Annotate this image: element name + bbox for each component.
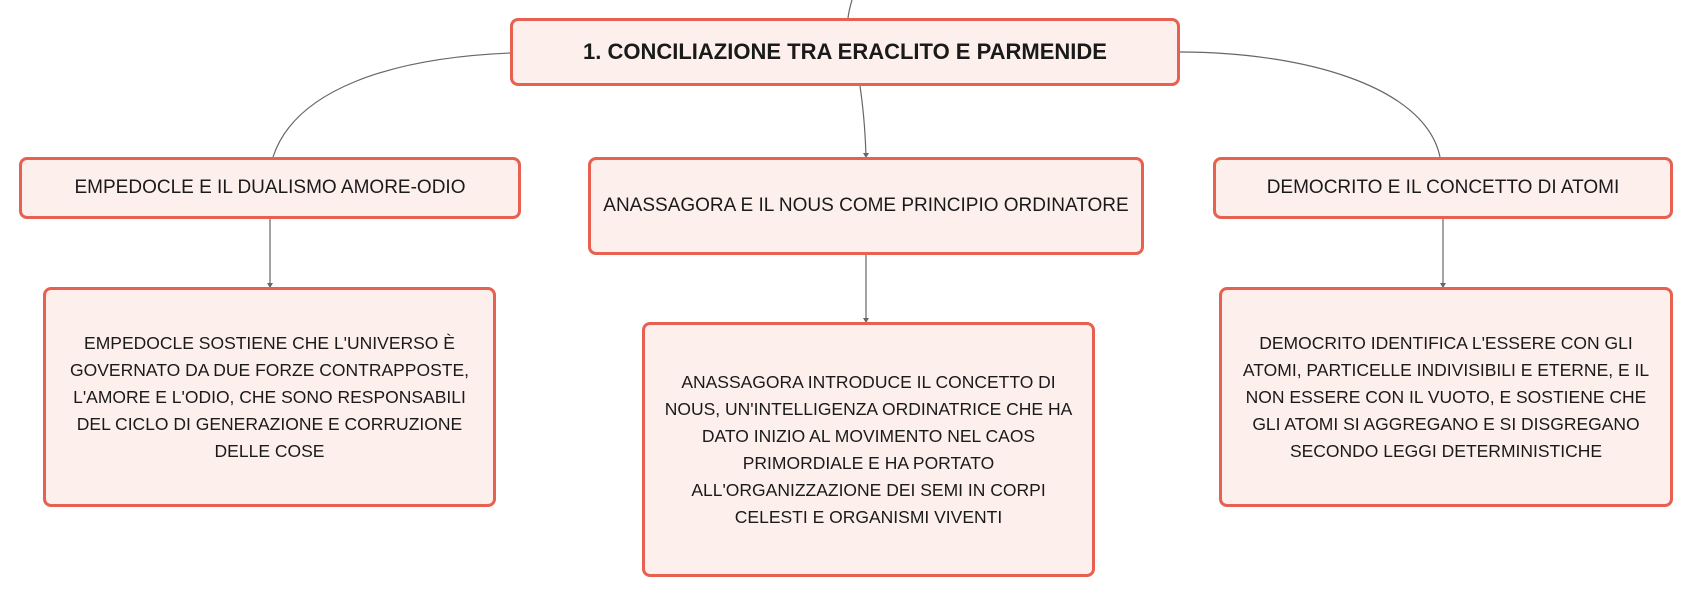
topic-node-democrito[interactable] — [1213, 157, 1673, 219]
detail-text-democrito: DEMOCRITO IDENTIFICA L'ESSERE CON GLI ATOMI, PARTICELLE INDIVISIBILI E ETERNE, E IL NON ESSERE CON IL VUOTO, E SOSTIENE CHE GLI ATOMI SI AGGREGANO E SI DISGREGANO SECONDO LEGGI DETERMINISTICHE — [1242, 332, 1650, 461]
root-node[interactable] — [510, 18, 1180, 86]
connector-incoming — [848, 0, 852, 18]
detail-node-anassagora[interactable] — [642, 322, 1095, 577]
connector-root-to-empedocle — [273, 53, 510, 157]
connector-root-to-democrito — [1180, 52, 1440, 157]
topic-label-empedocle: EMPEDOCLE E IL DUALISMO AMORE-ODIO — [74, 177, 466, 198]
connector-root-to-anassagora — [860, 86, 866, 157]
topic-label-democrito: DEMOCRITO E IL CONCETTO DI ATOMI — [1266, 177, 1620, 198]
topic-label-anassagora: ANASSAGORA E IL NOUS COME PRINCIPIO ORDINATORE — [603, 195, 1129, 216]
topic-node-empedocle[interactable] — [19, 157, 521, 219]
detail-node-democrito[interactable] — [1219, 287, 1673, 507]
detail-node-empedocle[interactable] — [43, 287, 496, 507]
detail-text-anassagora: ANASSAGORA INTRODUCE IL CONCETTO DI NOUS, UN'INTELLIGENZA ORDINATRICE CHE HA DATO INIZIO AL MOVIMENTO NEL CAOS PRIMORDIALE E HA PORTATO ALL'ORGANIZZAZIONE DEI SEMI IN CORPI CELESTI E ORGANISMI VIVENTI — [664, 371, 1073, 527]
topic-node-anassagora[interactable] — [588, 157, 1144, 255]
detail-text-empedocle: EMPEDOCLE SOSTIENE CHE L'UNIVERSO È GOVERNATO DA DUE FORZE CONTRAPPOSTE, L'AMORE E L'ODIO, CHE SONO RESPONSABILI DEL CICLO DI GENERAZIONE E CORRUZIONE DELLE COSE — [70, 332, 469, 461]
root-label: 1. CONCILIAZIONE TRA ERACLITO E PARMENIDE — [583, 39, 1107, 64]
